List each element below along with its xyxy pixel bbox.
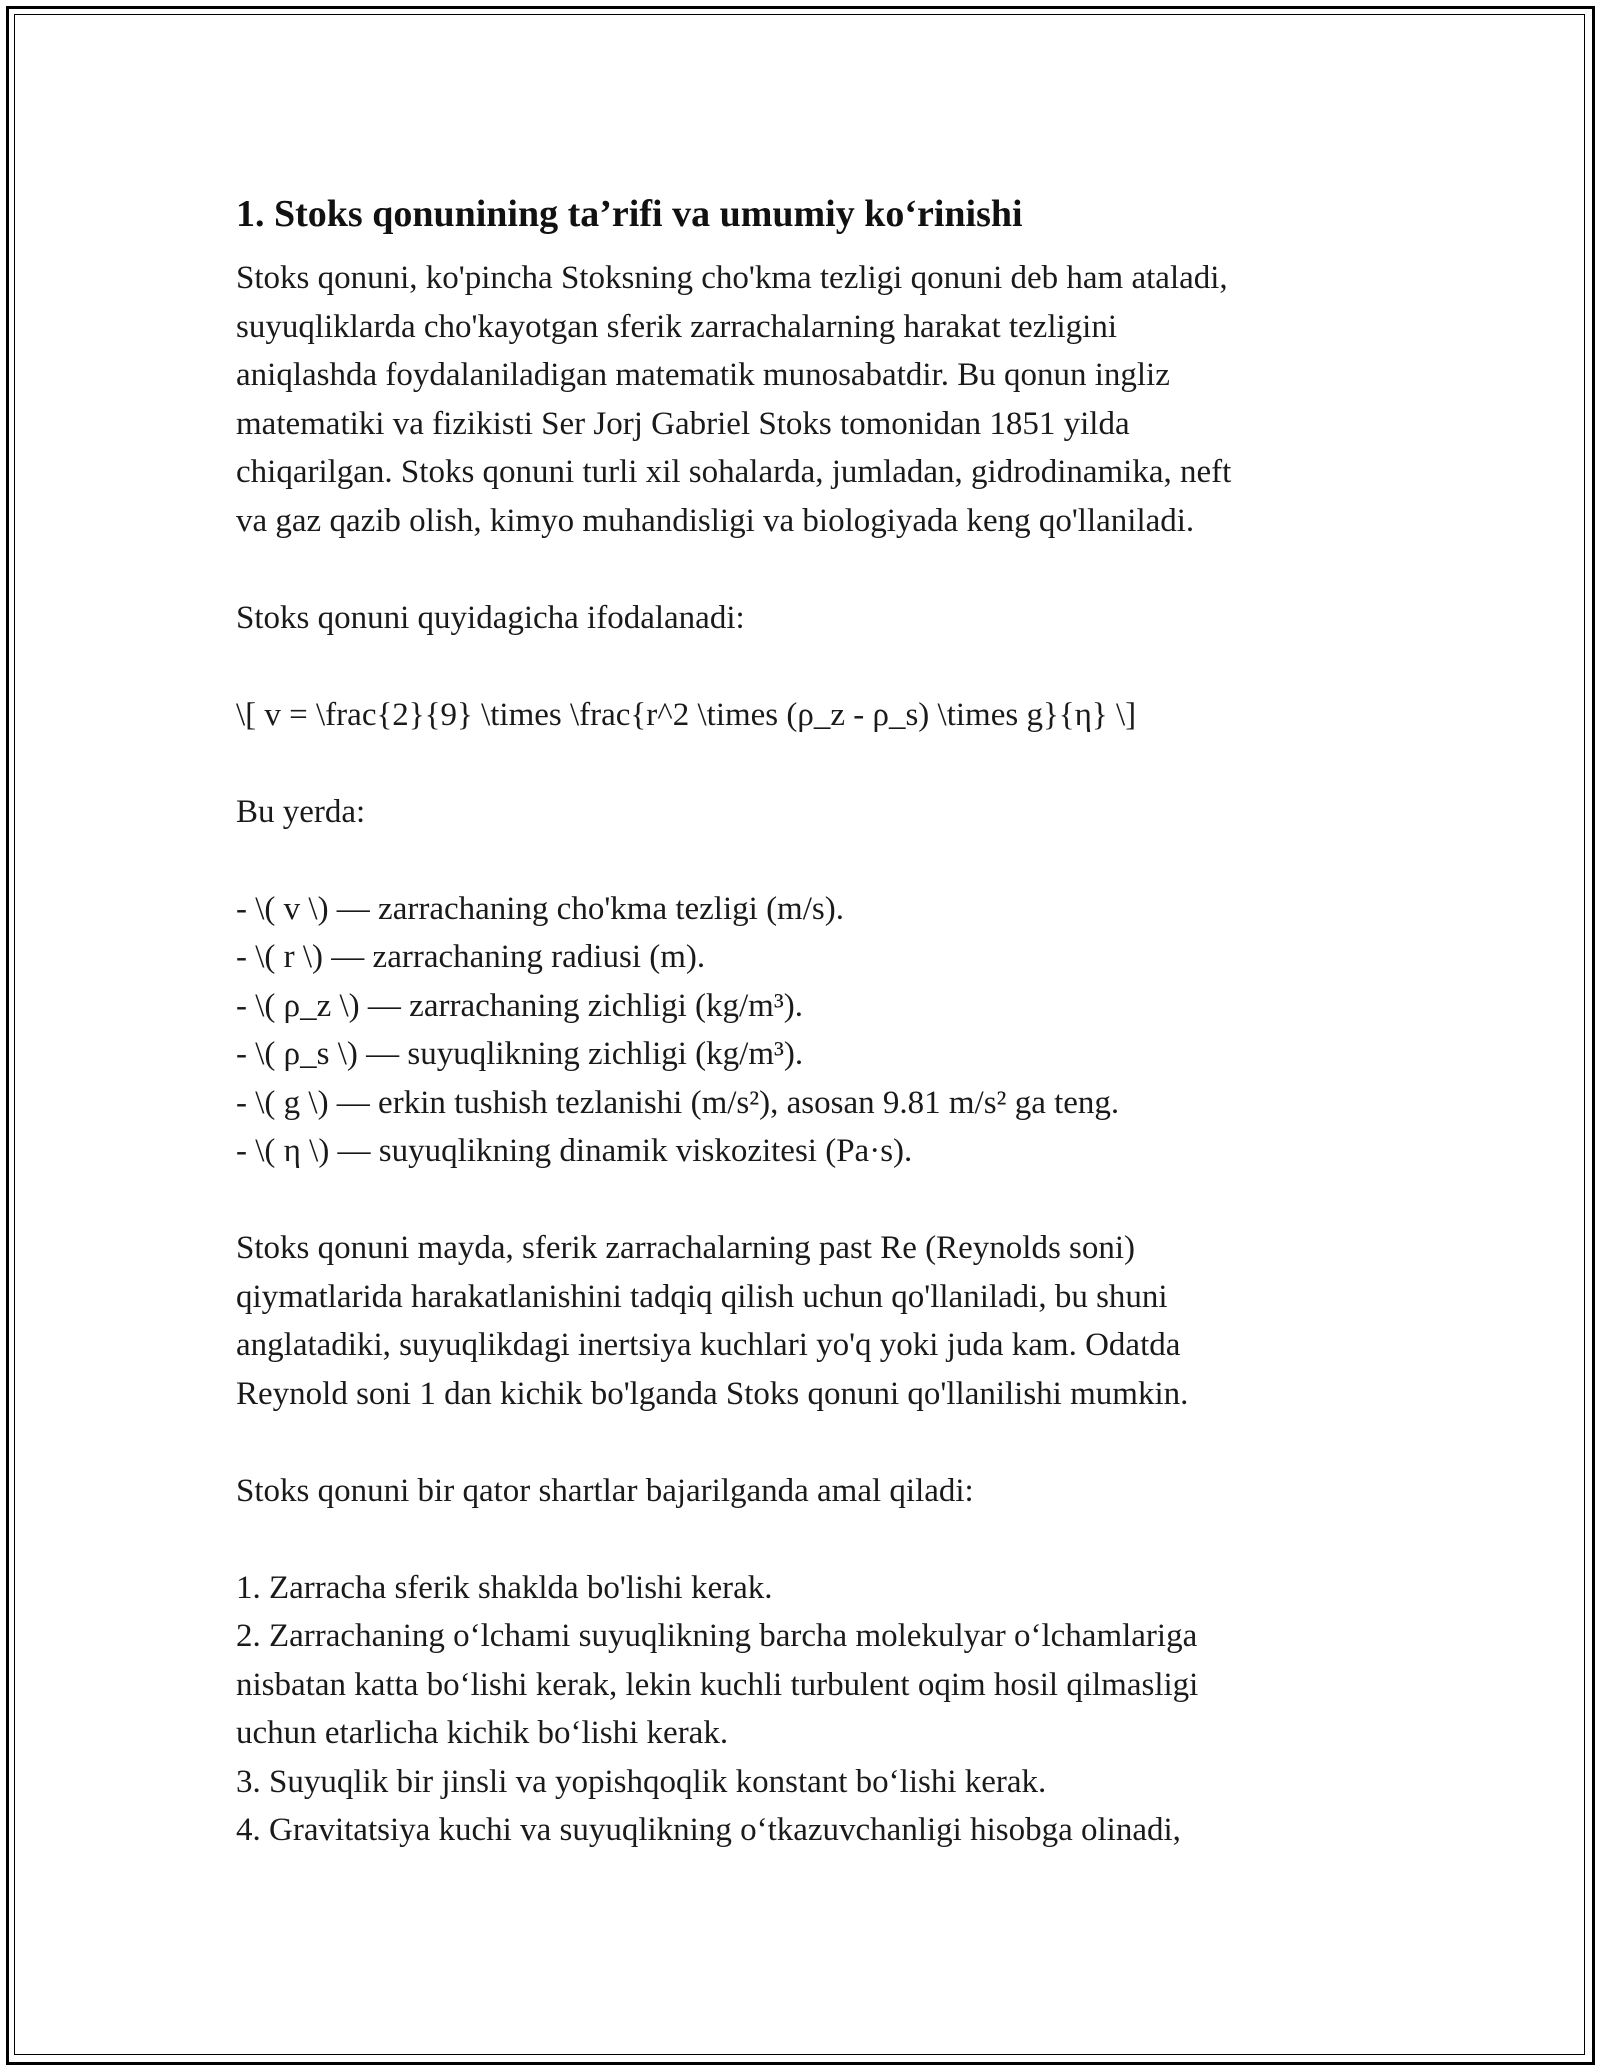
variable-item: - \( ρ_s \) — suyuqlikning zichligi (kg/m³). bbox=[236, 1036, 804, 1072]
paragraph-gap bbox=[236, 545, 1366, 594]
text-line: qiymatlarida harakatlanishini tadqiq qilish uchun qo'llaniladi, bu shuni bbox=[236, 1278, 1168, 1315]
conditions-list bbox=[236, 1564, 1366, 1855]
text-line: anglatadiki, suyuqlikdagi inertsiya kuchlari yo'q yoki juda kam. Odatda bbox=[236, 1327, 1181, 1363]
variable-item: - \( η \) — suyuqlikning dinamik viskozitesi (Pa·s). bbox=[236, 1133, 913, 1169]
text-line: matematiki va fizikisti Ser Jorj Gabriel Stoks tomonidan 1851 yilda bbox=[236, 405, 1130, 442]
paragraph-gap bbox=[236, 1515, 1366, 1564]
text-line: Stoks qonuni mayda, sferik zarrachalarning past Re (Reynolds soni) bbox=[236, 1230, 1136, 1266]
where-label: Bu yerda: bbox=[236, 793, 366, 830]
condition-item: 3. Suyuqlik bir jinsli va yopishqoqlik konstant bo‘lishi kerak. bbox=[236, 1763, 1047, 1800]
paragraph-gap bbox=[236, 739, 1366, 788]
variable-item: - \( r \) — zarrachaning radiusi (m). bbox=[236, 939, 706, 975]
paragraph-gap bbox=[236, 1176, 1366, 1225]
variable-item: - \( ρ_z \) — zarrachaning zichligi (kg/m³). bbox=[236, 987, 803, 1024]
variable-item: - \( v \) — zarrachaning cho'kma tezligi (m/s). bbox=[236, 890, 844, 927]
paragraph-gap bbox=[236, 836, 1366, 885]
paragraph-gap bbox=[236, 642, 1366, 691]
condition-item: nisbatan katta bo‘lishi kerak, lekin kuchli turbulent oqim hosil qilmasligi bbox=[236, 1666, 1199, 1703]
document-page bbox=[236, 188, 1366, 1855]
formula-text: \[ v = \frac{2}{9} \times \frac{r^2 \times (ρ_z - ρ_s) \times g}{η} \] bbox=[236, 696, 1137, 733]
text-line: chiqarilgan. Stoks qonuni turli xil sohalarda, jumladan, gidrodinamika, neft bbox=[236, 454, 1232, 490]
condition-item: 1. Zarracha sferik shaklda bo'lishi kerak. bbox=[236, 1569, 773, 1606]
reynolds-paragraph bbox=[236, 1224, 1366, 1418]
expressed-as-text: Stoks qonuni quyidagicha ifodalanadi: bbox=[236, 599, 745, 636]
variables-list bbox=[236, 885, 1366, 1176]
variable-item: - \( g \) — erkin tushish tezlanishi (m/s²), asosan 9.81 m/s² ga teng. bbox=[236, 1084, 1120, 1121]
text-line: Stoks qonuni, ko'pincha Stoksning cho'kma tezligi qonuni deb ham ataladi, bbox=[236, 260, 1228, 296]
section-heading: 1. Stoks qonunining ta’rifi va umumiy ko‘rinishi bbox=[236, 193, 1023, 235]
condition-item: 4. Gravitatsiya kuchi va suyuqlikning o‘tkazuvchanligi hisobga olinadi, bbox=[236, 1812, 1181, 1848]
intro-paragraph bbox=[236, 254, 1366, 545]
condition-item: uchun etarlicha kichik bo‘lishi kerak. bbox=[236, 1715, 729, 1751]
text-line: va gaz qazib olish, kimyo muhandisligi va biologiyada keng qo'llaniladi. bbox=[236, 502, 1195, 539]
condition-item: 2. Zarrachaning o‘lchami suyuqlikning barcha molekulyar o‘lchamlariga bbox=[236, 1618, 1198, 1654]
text-line: Reynold soni 1 dan kichik bo'lganda Stoks qonuni qo'llanilishi mumkin. bbox=[236, 1375, 1189, 1412]
paragraph-gap bbox=[236, 1418, 1366, 1467]
text-line: aniqlashda foydalaniladigan matematik munosabatdir. Bu qonun ingliz bbox=[236, 357, 1170, 393]
conditions-intro: Stoks qonuni bir qator shartlar bajarilganda amal qiladi: bbox=[236, 1472, 974, 1509]
text-line: suyuqliklarda cho'kayotgan sferik zarrachalarning harakat tezligini bbox=[236, 308, 1117, 345]
